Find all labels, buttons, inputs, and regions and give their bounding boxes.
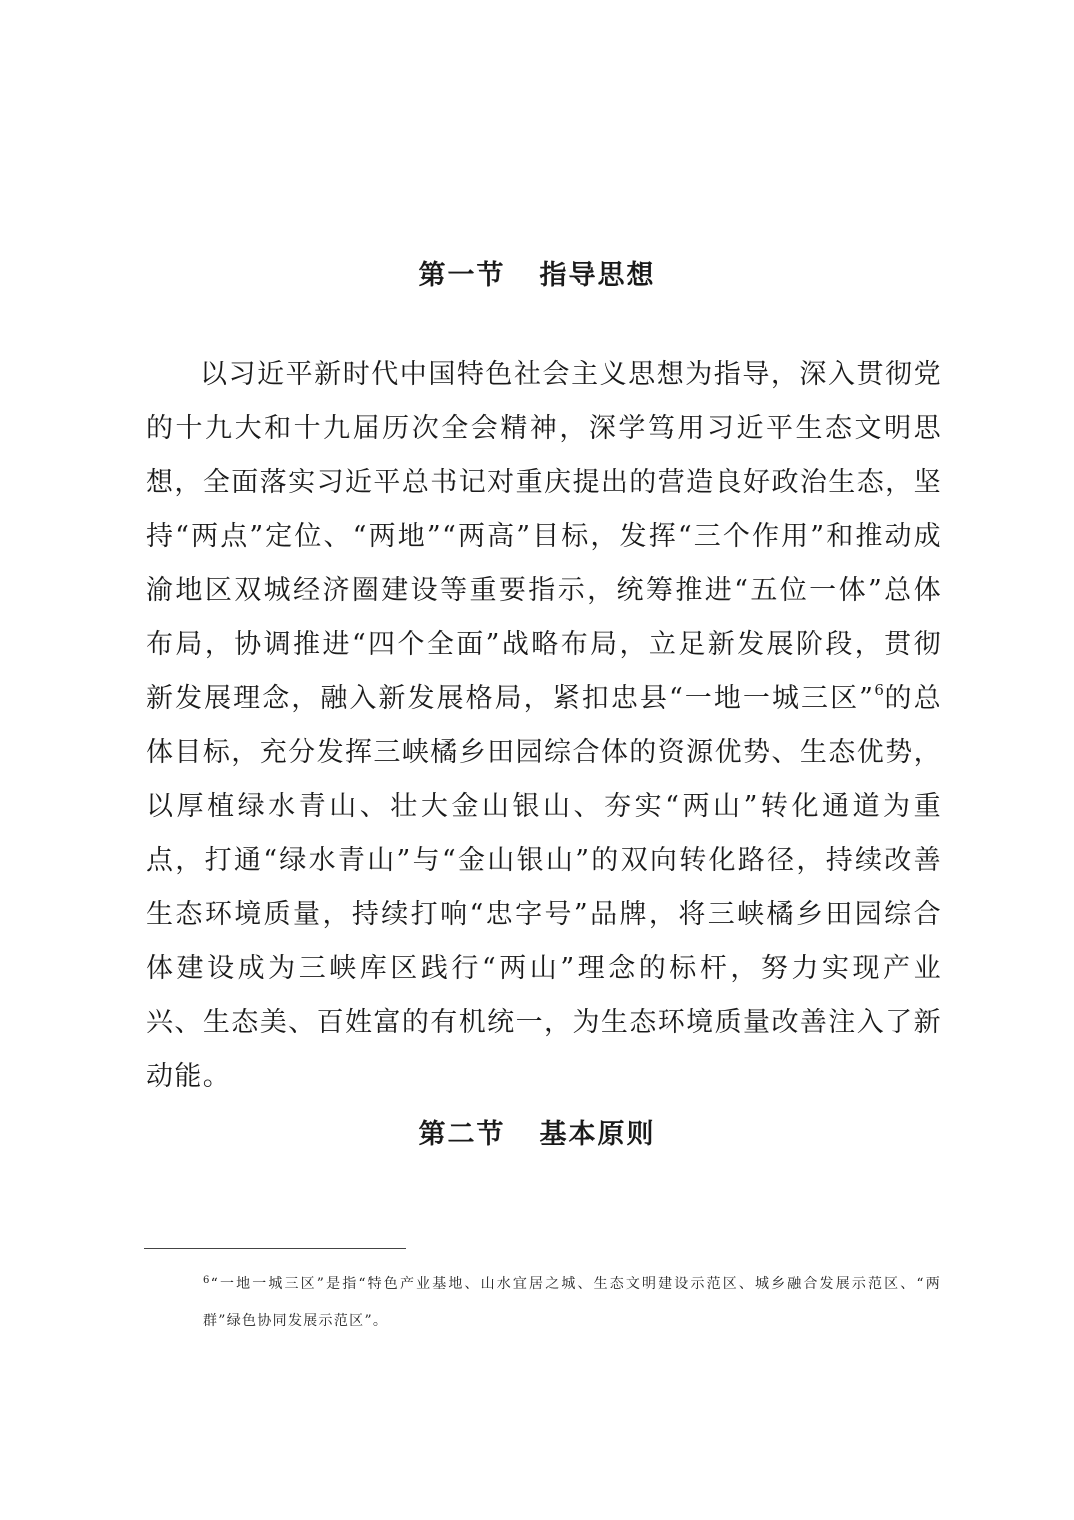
section-heading-guiding-ideology — [0, 253, 1074, 292]
footnote-divider — [144, 1248, 406, 1249]
body-paragraph — [146, 348, 942, 1104]
section-title: 基本原则 — [539, 1119, 656, 1150]
footnote-text: “一地一城三区”是指“特色产业基地、山水宜居之城、生态文明建设示范区、城乡融合发展示范区、“两群”绿色协同发展示范区”。 — [203, 1276, 941, 1329]
footnote-reference[interactable]: 6 — [874, 681, 884, 699]
paragraph-text-part-2: 的总体目标，充分发挥三峡橘乡田园综合体的资源优势、生态优势，以厚植绿水青山、壮大金山银山、夯实“两山”转化通道为重点，打通“绿水青山”与“金山银山”的双向转化路径，持续改善生态环境质量，持续打响“忠字号”品牌，将三峡橘乡田园综合体建设成为三峡库区践行“两山”理念的标杆，努力实现产业兴、生态美、百姓富的有机统一，为生态环境质量改善注入了新动能。 — [146, 683, 942, 1092]
section-number: 第二节 — [418, 1119, 506, 1150]
paragraph-text-part-1: 以习近平新时代中国特色社会主义思想为指导，深入贯彻党的十九大和十九届历次全会精神，深学笃用习近平生态文明思想，全面落实习近平总书记对重庆提出的营造良好政治生态，坚持“两点”定位、“两地”“两高”目标，发挥“三个作用”和推动成渝地区双城经济圈建设等重要指示，统筹推进“五位一体”总体布局，协调推进“四个全面”战略布局，立足新发展阶段，贯彻新发展理念，融入新发展格局，紧扣忠县“一地一城三区” — [146, 359, 942, 714]
footnote — [203, 1266, 941, 1340]
footnote-number: 6 — [203, 1275, 211, 1286]
section-title: 指导思想 — [539, 260, 656, 291]
section-number: 第一节 — [418, 260, 506, 291]
section-heading-basic-principles — [0, 1112, 1074, 1151]
